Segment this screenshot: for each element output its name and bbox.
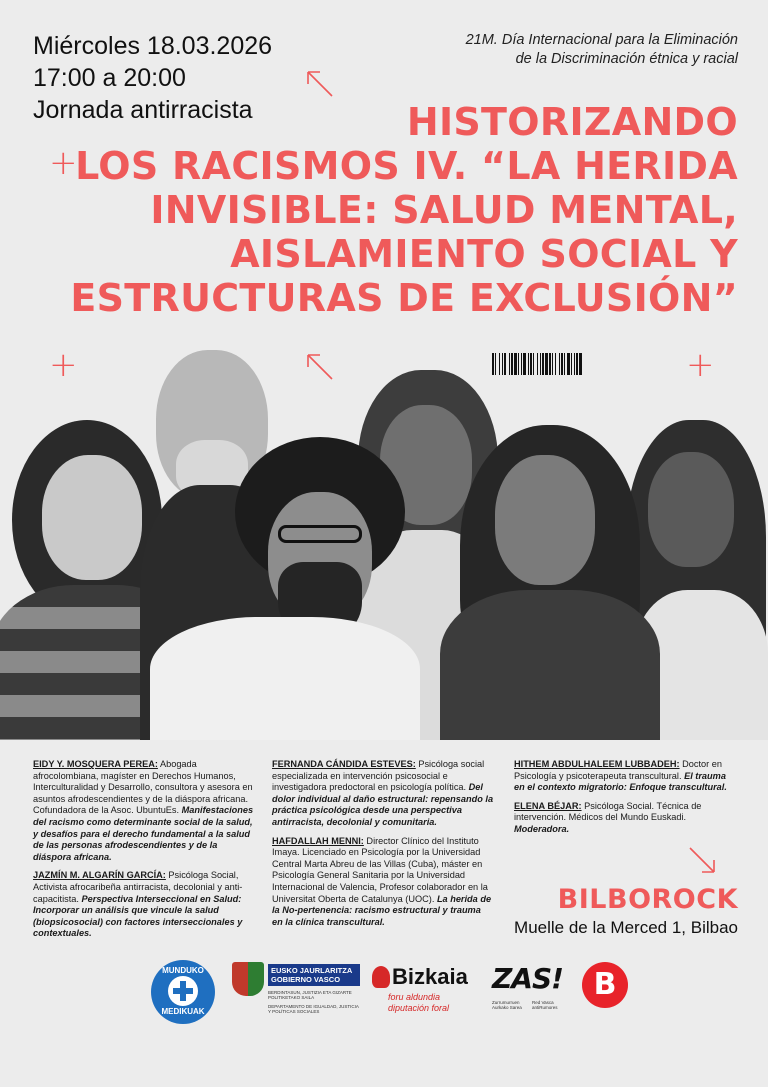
venue-address: Muelle de la Merced 1, Bilbao — [514, 918, 738, 937]
logo-text: Zurrumurruen Aurkako Sarea — [492, 1000, 522, 1010]
talk-title: El trauma en el contexto migratorio: Enfoque transcultural. — [514, 770, 727, 793]
speaker-name: FERNANDA CÁNDIDA ESTEVES: — [272, 759, 416, 769]
title-line: LOS RACISMOS IV. “LA HERIDA — [75, 144, 738, 188]
talk-title: Del dolor individual al daño estructural: repensando la práctica psicológica desde una perspectiva antirracista, decolonial y comunitaria. — [272, 782, 494, 827]
speaker-description: Director Clínico del Instituto Imaya. Licenciado en Psicología por la Universidad Central Marta Abreu de las Villas (Cuba), máster en Psicología General Sanitaria por la Universidad Internacional de Valencia, Profesor colaborador en la Universitat Oberta de Catalunya (UOC). — [272, 835, 488, 904]
speaker-description: Doctor en Psicología y psicoterapeuta transcultural. — [514, 759, 722, 781]
speaker-name: HAFDALLAH MENNI: — [272, 835, 364, 846]
speaker-bio — [33, 870, 255, 940]
speaker-description: Psicóloga social especializada en intervención psicosocial e investigadora predoctoral en psicología política. — [272, 759, 485, 793]
bizkaia-logo — [372, 962, 482, 1018]
plus-icon: + — [49, 143, 78, 183]
medicos-del-mundo-logo — [151, 960, 215, 1024]
talk-title: Moderadora. — [514, 823, 570, 834]
logo-text: GOBIERNO VASCO — [271, 975, 341, 984]
plus-icon: + — [686, 345, 715, 385]
day-title-line-1: 21M. Día Internacional para la Eliminación — [465, 32, 738, 48]
logo-text: Bizkaia — [392, 964, 468, 989]
logo-text: Red Vasca antiRumores — [532, 1000, 558, 1010]
cross-icon — [168, 976, 198, 1006]
speaker-name: JAZMÍN M. ALGARÍN GARCÍA: — [33, 870, 166, 881]
speaker-bio — [272, 759, 494, 829]
speaker-description: Psicóloga Social, Activista afrocaribeña antirracista, decolonial y anti-capacitista. — [33, 870, 243, 904]
event-title — [38, 100, 738, 320]
logo-text: ZAS! — [492, 962, 563, 995]
logo-text: DEPARTAMENTO DE IGUALDAD, JUSTICIA Y POLÍTICAS SOCIALES — [268, 1004, 359, 1014]
speaker-name: EIDY Y. MOSQUERA PEREA: — [33, 759, 158, 769]
zas-logo — [492, 962, 572, 1018]
logo-text: B — [593, 967, 617, 1002]
plus-icon: + — [49, 345, 78, 385]
speaker-bio — [514, 759, 736, 794]
logo-text: MEDIKUAK — [161, 1007, 205, 1016]
talk-title: Manifestaciones del racismo como determinante social de la salud, y desafíos para el derecho fundamental a la salud de las personas afrodescendientes y de la diáspora africana. — [33, 805, 254, 862]
speaker-name: ELENA BÉJAR: — [514, 800, 582, 811]
barcode-icon — [492, 353, 672, 375]
title-line: HISTORIZANDO — [406, 100, 738, 144]
tree-icon — [372, 966, 390, 988]
speaker-photo — [440, 425, 660, 740]
logo-text: MUNDUKO — [162, 966, 204, 975]
speaker-description: Abogada afrocolombiana, magíster en Derechos Humanos, Interculturalidad y Desarrollo, consultora y asesora en asuntos afrodescendientes y de la diáspora africana. Cofundadora de la Asoc. UbuntuEs. — [33, 759, 253, 816]
speaker-name: HITHEM ABDULHALEEM LUBBADEH: — [514, 759, 680, 769]
arrow-up-left-icon — [304, 351, 334, 381]
speaker-bio — [514, 801, 736, 836]
arrow-down-right-icon — [688, 846, 718, 876]
coat-of-arms-icon — [232, 962, 264, 996]
speaker-description: Psicóloga Social. Técnica de intervención. Médicos del Mundo Euskadi. — [514, 800, 702, 823]
speakers-photo — [0, 345, 768, 740]
event-type: Jornada antirracista — [33, 96, 253, 124]
logo-text: foru aldundia — [388, 992, 441, 1002]
logo-text: BERDINTASUN, JUSTIZIA ETA GIZARTE POLITIKETAKO SAILA — [268, 990, 352, 1000]
talk-title: Perspectiva Interseccional en Salud: Incorporar un análisis que vincule la salud (biopsicosocial) con factores interseccionales y contextuales. — [33, 893, 243, 939]
day-title-line-2: de la Discriminación étnica y racial — [515, 51, 738, 67]
gobierno-vasco-logo — [232, 962, 362, 1022]
title-line: AISLAMIENTO SOCIAL Y — [230, 232, 738, 276]
venue-name: BILBOROCK — [557, 884, 738, 915]
speakers-column-3 — [514, 759, 736, 843]
talk-title: La herida de la No-pertenencia: racismo estructural y trauma en la clínica transcultural. — [272, 893, 492, 927]
arrow-up-left-icon — [304, 68, 334, 98]
speakers-column-1 — [33, 759, 255, 947]
logo-text: EUSKO JAURLARITZA — [271, 966, 353, 975]
speaker-photo — [150, 437, 420, 740]
event-time: 17:00 a 20:00 — [33, 64, 186, 92]
title-line: INVISIBLE: SALUD MENTAL, — [150, 188, 738, 232]
logo-text: diputación foral — [388, 1003, 450, 1013]
title-line: ESTRUCTURAS DE EXCLUSIÓN” — [70, 276, 738, 320]
bilborock-logo — [582, 962, 628, 1008]
speaker-bio — [33, 759, 255, 863]
event-date: Miércoles 18.03.2026 — [33, 32, 273, 60]
